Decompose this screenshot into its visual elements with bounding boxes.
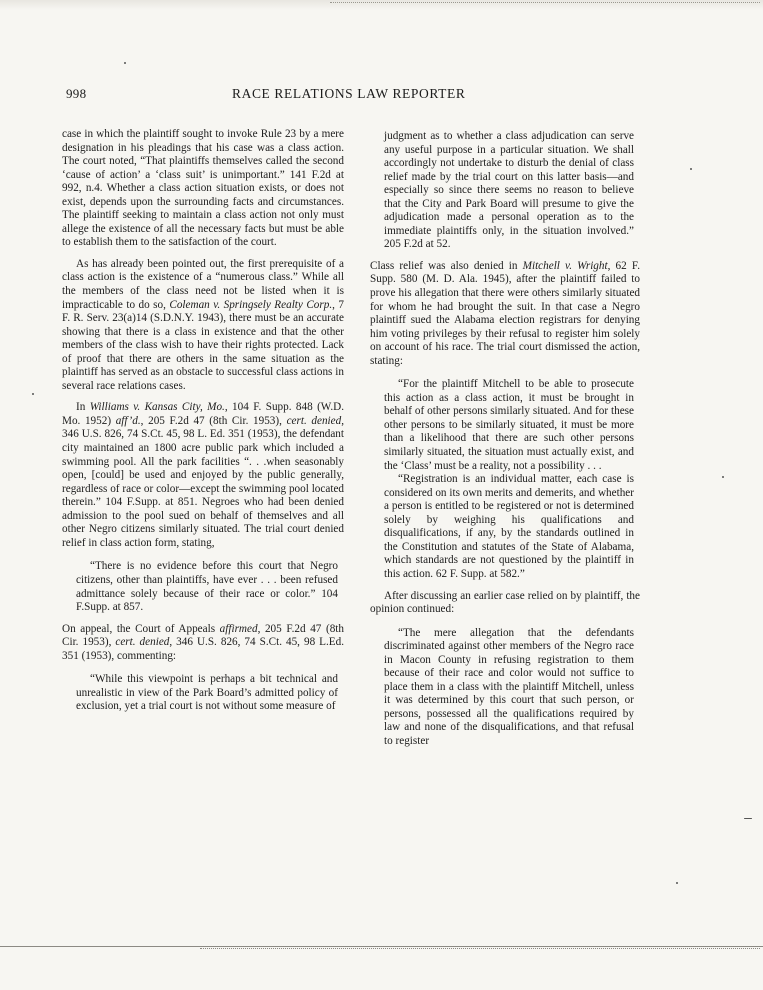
case-citation: Williams v. Kansas City, Mo. (89, 401, 225, 414)
scan-edge-dotted-line (330, 2, 760, 3)
scan-speck (676, 882, 678, 884)
bottom-rule (0, 946, 763, 947)
case-citation: Coleman v. Springsely Realty Corp. (169, 298, 333, 311)
running-head: RACE RELATIONS LAW REPORTER (232, 86, 466, 101)
case-citation: Mitchell v. Wright (522, 259, 608, 272)
scan-speck (690, 168, 692, 170)
scan-speck (32, 393, 34, 395)
bottom-dotted-rule (200, 948, 760, 949)
block-quote: “There is no evidence before this court that Negro citizens, other than plaintiffs, have ever . . . been refused admittance solely because of their race or color.” 104 F.Supp. at 857. (76, 560, 338, 614)
paragraph: case in which the plaintiff sought to invoke Rule 23 by a mere designation in his pleadings that his case was a class action. The court noted, “That plaintiffs themselves called the second ‘cause of action’ a ‘class suit’ is unimportant.” 141 F.2d at 992, n.4. Whether a class action situation exists, or does not exist, depends upon the surrounding facts and circumstances. The plaintiff seeking to maintain a class action not only must allege the existence of all the necessary facts but must be able to establish them to the satisfaction of the court. (62, 128, 344, 249)
page-number: 998 (66, 86, 87, 101)
scan-speck (722, 476, 724, 478)
paragraph: After discussing an earlier case relied on by plaintiff, the opinion continued: (370, 589, 640, 616)
scan-speck (744, 818, 752, 819)
paragraph: On appeal, the Court of Appeals affirmed, 205 F.2d 47 (8th Cir. 1953), cert. denied, 346 U.S. 826, 74 S.Ct. 45, 98 L.Ed. 351 (1953), commenting: (62, 622, 345, 662)
right-column (370, 130, 640, 749)
paragraph: In Williams v. Kansas City, Mo., 104 F. Supp. 848 (W.D. Mo. 1952) aff’d., 205 F.2d 47 (8th Cir. 1953), cert. denied, 346 U.S. 826, 74 S.Ct. 45, 98 L. Ed. 351 (1953), the defendant city maintained an 1800 acre public park which included a swimming pool. All the park facilities “. . .when seasonably open, [could] be used and enjoyed by the public generally, regardless of race or color—except the swimming pool located therein.” 104 F.Supp. at 851. Negroes who had been denied admission to the pool sued on behalf of themselves and all other Negro citizens similarly situated. The trial court denied relief in class action form, stating, (62, 401, 345, 549)
scan-speck (124, 62, 126, 64)
paragraph: As has already been pointed out, the first prerequisite of a class action is the existence of a “numerous class.” While all the members of the class need not be listed when it is impracticable to do so, Coleman v. Springsely Realty Corp., 7 F. R. Serv. 23(a)14 (S.D.N.Y. 1943), there must be an accurate showing that there is a class in existence and that the other members of the class wish to have their rights protected. Lack of proof that there are others in the same situation as the plaintiff has served as an obstacle to successful class actions in several race relations cases. (62, 257, 344, 392)
block-quote: “Registration is an individual matter, each case is considered on its own merits and demerits, and whether a person is entitled to be registered or not is determined solely by weighing his qualifications and disqualifications, if any, by the standards outlined in the Constitution and statutes of the State of Alabama, which standards are not questioned by the plaintiff in this action. 62 F. Supp. at 582.” (384, 473, 634, 580)
block-quote: “The mere allegation that the defendants discriminated against other members of the Negro race in Macon County in refusing registration to them because of their race and color would not suffice to place them in a class with the plaintiff Mitchell, unless it was determined by this court that such person, or persons, possessed all the qualifications required by law and none of the disqualifications, and that refusal to register (384, 626, 634, 747)
block-quote: “While this viewpoint is perhaps a bit technical and unrealistic in view of the Park Board’s admitted policy of exclusion, yet a trial court is not without some measure of (76, 673, 338, 713)
block-quote-continued: judgment as to whether a class adjudication can serve any useful purpose in a particular situation. We shall accordingly not undertake to disturb the denial of class relief made by the trial court on this latter basis—and especially so since there seems no reason to believe that the City and Park Board will presume to give the adjudication made a personal operation as to the immediate plaintiffs only, in the situation involved.” 205 F.2d at 52. (384, 130, 634, 251)
left-column (62, 128, 344, 714)
block-quote: “For the plaintiff Mitchell to be able to prosecute this action as a class action, it must be brought in behalf of other persons similarly situated. And for these other persons to be similarly situated, it must be more than a likelihood that there are such other persons similarly situated, the situation must actually exist, and the ‘Class’ must be a reality, not a possibility . . . (384, 378, 634, 472)
paragraph: Class relief was also denied in Mitchell v. Wright, 62 F. Supp. 580 (M. D. Ala. 1945), after the plaintiff failed to prove his allegation that there were others similarly situated for whom he had brought the suit. In that case a Negro plaintiff sued the Alabama election registrars for denying him voting privileges by their refusal to register him solely on account of his race. The trial court dismissed the action, stating: (370, 259, 640, 367)
